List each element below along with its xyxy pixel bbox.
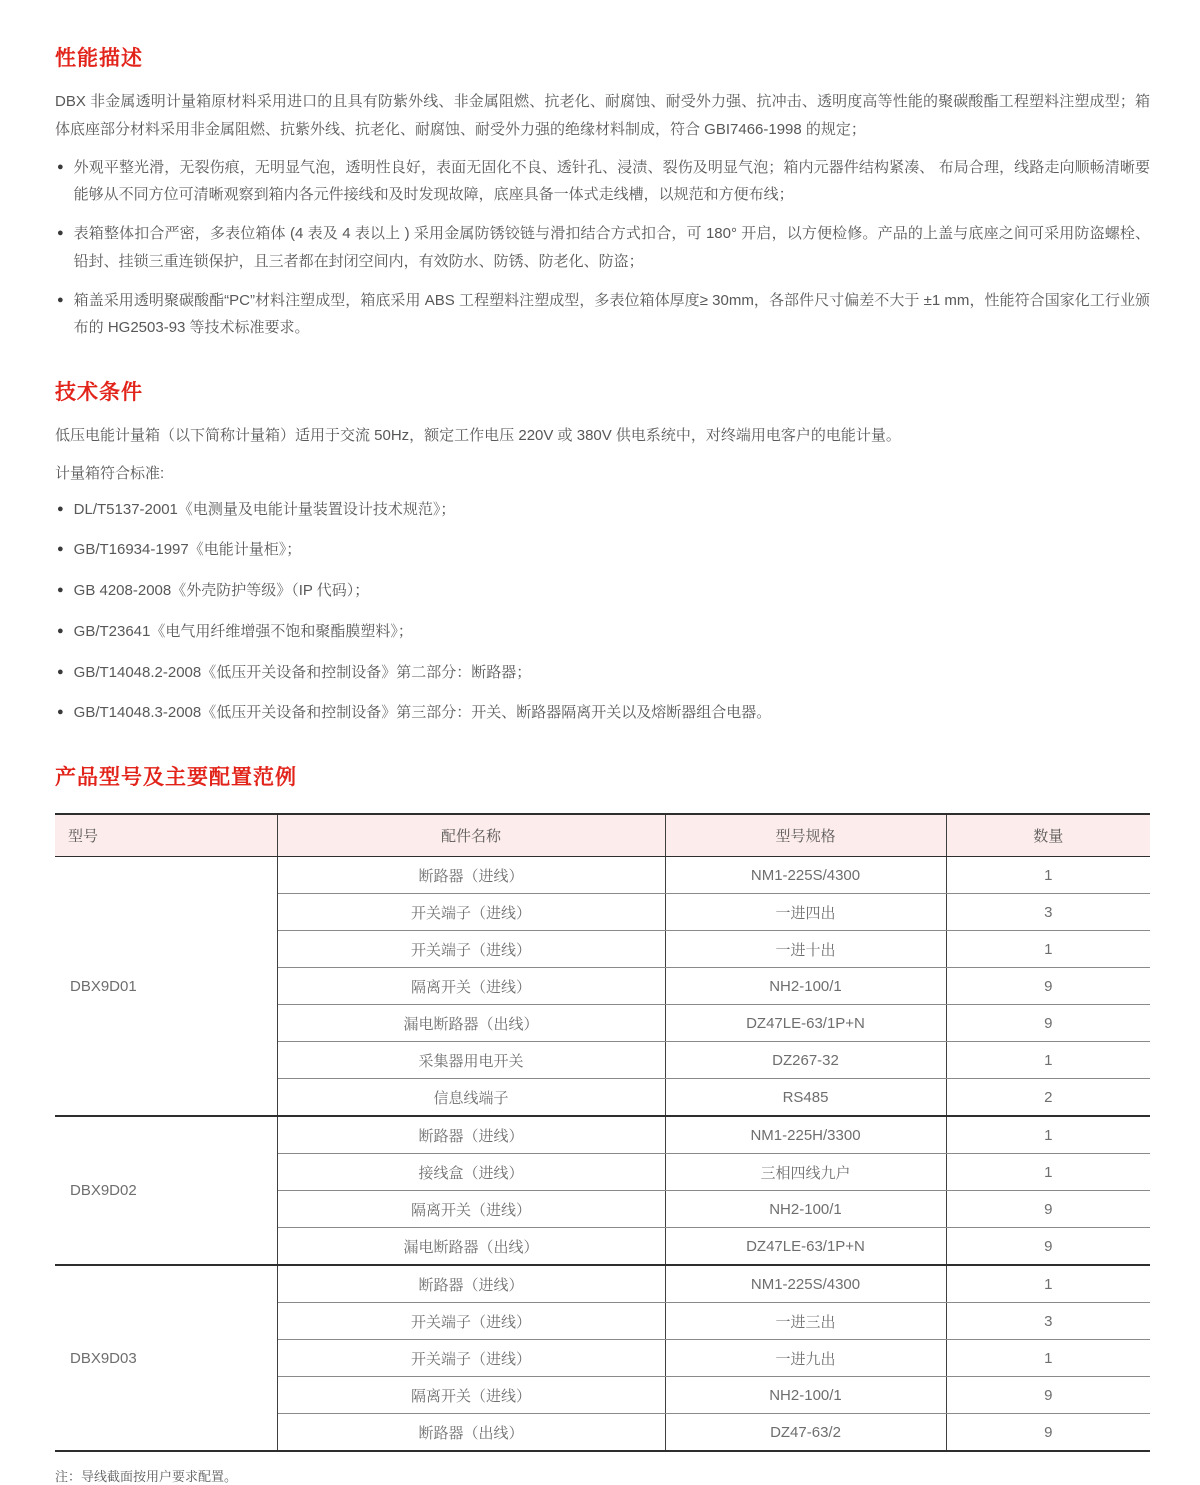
spec-cell: 一进四出 [665,894,946,931]
standard-item [55,496,1150,524]
part-name-cell: 隔离开关（进线） [277,1377,665,1414]
bullet-dot-icon: ● [57,543,64,556]
performance-bullet [55,220,1150,276]
quantity-cell: 1 [946,857,1150,894]
part-name-cell: 开关端子（进线） [277,894,665,931]
products-title: 产品型号及主要配置范例 [55,766,297,789]
quantity-cell: 9 [946,1377,1150,1414]
technical-standards-label: 计量箱符合标准: [55,464,165,482]
standard-text: GB/T14048.2-2008《低压开关设备和控制设备》第二部分：断路器； [73,663,532,681]
quantity-cell: 1 [946,1265,1150,1303]
standard-text: DL/T5137-2001《电测量及电能计量装置设计技术规范》； [73,500,456,518]
bullet-dot-icon: ● [57,160,64,173]
part-name-cell: 隔离开关（进线） [277,968,665,1005]
quantity-cell: 9 [946,968,1150,1005]
bullet-dot-icon: ● [57,584,64,596]
spec-cell: DZ47-63/2 [665,1414,946,1452]
spec-cell: DZ47LE-63/1P+N [665,1005,946,1042]
standard-text: GB 4208-2008《外壳防护等级》（IP 代码）； [73,582,370,599]
standard-item [55,577,1150,605]
quantity-cell: 9 [946,1414,1150,1452]
header-model: 型号 [55,814,277,857]
part-name-cell: 断路器（出线） [277,1414,665,1452]
standard-text: GB/T16934-1997《电能计量柜》； [73,541,302,559]
standard-item [55,536,1150,564]
standard-item [55,618,1150,646]
part-name-cell: 断路器（进线） [277,1265,665,1303]
spec-cell: 一进九出 [665,1340,946,1377]
spec-cell: 一进三出 [665,1303,946,1340]
performance-bullet-list [55,154,1150,343]
quantity-cell: 3 [946,894,1150,931]
standard-item [55,659,1150,687]
spec-cell: DZ267-32 [665,1042,946,1079]
spec-cell: NM1-225H/3300 [665,1116,946,1154]
technical-title: 技术条件 [55,381,143,404]
spec-cell: NM1-225S/4300 [665,1265,946,1303]
part-name-cell: 信息线端子 [277,1079,665,1117]
model-cell: DBX9D01 [55,857,277,1117]
quantity-cell: 1 [946,1042,1150,1079]
part-name-cell: 漏电断路器（出线） [277,1005,665,1042]
section-performance [55,42,1150,342]
header-spec: 型号规格 [665,814,946,857]
model-cell: DBX9D03 [55,1265,277,1451]
header-quantity: 数量 [946,814,1150,857]
part-name-cell: 开关端子（进线） [277,931,665,968]
part-name-cell: 断路器（进线） [277,857,665,894]
standard-item [55,699,1150,727]
bullet-text: 箱盖采用透明聚碳酸酯“PC”材料注塑成型，箱底采用 ABS 工程塑料注塑成型，多表位箱体厚度≥ 30mm，各部件尺寸偏差不大于 ±1 mm，性能符合国家化工行业颁布的 HG2503-93 等技术标准要求。 [73,291,1150,337]
model-cell: DBX9D02 [55,1116,277,1265]
bullet-dot-icon: ● [57,624,64,637]
quantity-cell: 1 [946,1340,1150,1377]
table-row [55,1116,1150,1154]
spec-cell: 一进十出 [665,931,946,968]
table-row [55,1265,1150,1303]
bullet-dot-icon: ● [57,665,64,678]
spec-cell: RS485 [665,1079,946,1117]
quantity-cell: 3 [946,1303,1150,1340]
technical-intro: 低压电能计量箱（以下简称计量箱）适用于交流 50Hz，额定工作电压 220V 或 380V 供电系统中，对终端用电客户的电能计量。 [55,427,901,444]
quantity-cell: 9 [946,1005,1150,1042]
part-name-cell: 接线盒（进线） [277,1154,665,1191]
part-name-cell: 漏电断路器（出线） [277,1228,665,1266]
spec-cell: NM1-225S/4300 [665,857,946,894]
table-note: 注：导线截面按用户要求配置。 [55,1469,238,1484]
standard-text: GB/T14048.3-2008《低压开关设备和控制设备》第三部分：开关、断路器隔离开关以及熔断器组合电器。 [73,704,772,722]
part-name-cell: 隔离开关（进线） [277,1191,665,1228]
spec-cell: NH2-100/1 [665,968,946,1005]
quantity-cell: 2 [946,1079,1150,1117]
section-technical [55,376,1150,727]
spec-cell: 三相四线九户 [665,1154,946,1191]
standard-text: GB/T23641《电气用纤维增强不饱和聚酯膜塑料》； [73,622,413,640]
bullet-text: 表箱整体扣合严密，多表位箱体 (4 表及 4 表以上 ) 采用金属防锈铰链与滑扣结合方式扣合，可 180° 开启，以方便检修。产品的上盖与底座之间可采用防盗螺栓、铅封、挂锁三重连锁保护，且三者都在封闭空间内，有效防水、防锈、防老化、防盗； [73,225,1150,270]
part-name-cell: 开关端子（进线） [277,1340,665,1377]
standards-list [55,496,1150,728]
bullet-text: 外观平整光滑，无裂伤痕，无明显气泡，透明性良好，表面无固化不良、透针孔、浸渍、裂伤及明显气泡；箱内元器件结构紧凑、 布局合理，线路走向顺畅清晰要能够从不同方位可清晰观察到箱内各元件接线和及时发现故障，底座具备一体式走线槽，以规范和方便布线； [73,158,1150,204]
header-part-name: 配件名称 [277,814,665,857]
part-name-cell: 采集器用电开关 [277,1042,665,1079]
part-name-cell: 开关端子（进线） [277,1303,665,1340]
quantity-cell: 9 [946,1191,1150,1228]
bullet-dot-icon: ● [57,293,64,306]
spec-cell: NH2-100/1 [665,1377,946,1414]
performance-title: 性能描述 [55,47,143,70]
performance-intro: DBX 非金属透明计量箱原材料采用进口的且具有防紫外线、非金属阻燃、抗老化、耐腐蚀、耐受外力强、抗冲击、透明度高等性能的聚碳酸酯工程塑料注塑成型；箱体底座部分材料采用非金属阻燃、抗紫外线、抗老化、耐腐蚀、耐受外力强的绝缘材料制成，符合 GBI7466-1998 的规定； [55,93,1150,138]
config-table [55,813,1150,1452]
bullet-dot-icon: ● [57,502,64,515]
quantity-cell: 1 [946,1116,1150,1154]
spec-cell: NH2-100/1 [665,1191,946,1228]
quantity-cell: 9 [946,1228,1150,1266]
config-table-body [55,857,1150,1452]
bullet-dot-icon: ● [57,706,64,719]
section-products [55,761,1150,1485]
bullet-dot-icon: ● [57,227,64,239]
part-name-cell: 断路器（进线） [277,1116,665,1154]
header-row [55,814,1150,857]
performance-bullet [55,154,1150,210]
performance-bullet [55,287,1150,343]
spec-cell: DZ47LE-63/1P+N [665,1228,946,1266]
quantity-cell: 1 [946,931,1150,968]
quantity-cell: 1 [946,1154,1150,1191]
table-row [55,857,1150,894]
config-table-head [55,814,1150,857]
